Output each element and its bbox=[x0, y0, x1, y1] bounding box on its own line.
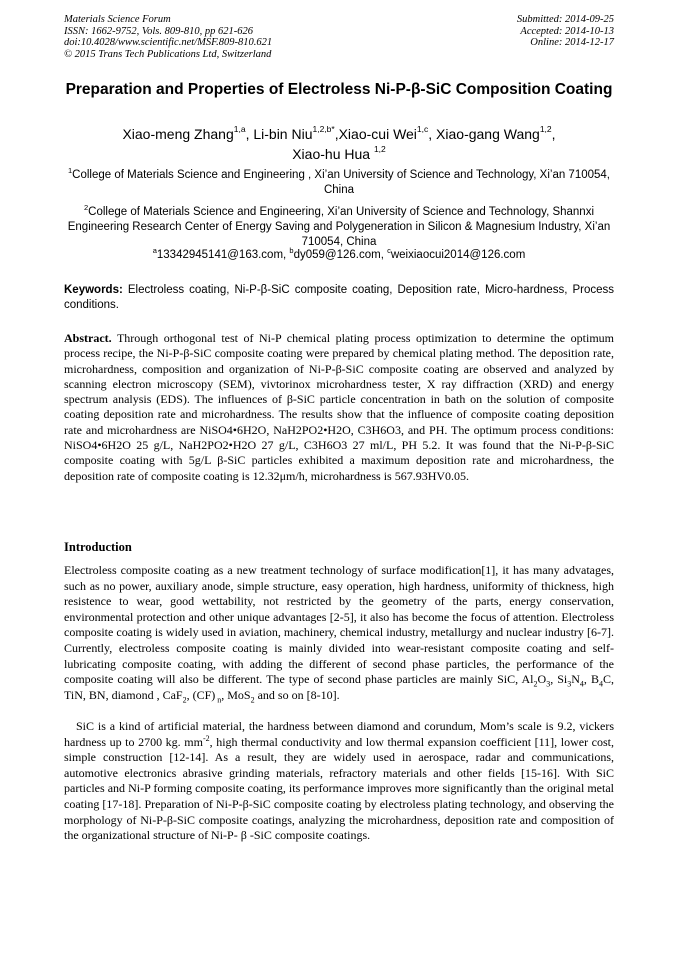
author-list bbox=[64, 124, 614, 164]
email-link[interactable]: dy059@126.com, bbox=[293, 249, 388, 261]
journal-name: Materials Science Forum bbox=[64, 14, 171, 25]
author-affiliation-mark: 1,a bbox=[233, 124, 246, 135]
abstract-label: Abstract. bbox=[64, 331, 112, 345]
paragraph-text: N bbox=[571, 672, 580, 687]
author-name: Xiao-meng Zhang bbox=[122, 126, 234, 142]
affiliation-text: College of Materials Science and Engineering, Xi’an University of Science and Technology, Shannxi Engineering Research Center of Energy Saving and Polygeneration in Silicon & Magnesium Industry, Xi’an 710054, China bbox=[67, 206, 611, 248]
online-date: Online: 2014-12-17 bbox=[530, 37, 614, 48]
subscript: 4 bbox=[598, 679, 603, 689]
subscript: 2 bbox=[182, 695, 187, 705]
date-info bbox=[517, 14, 614, 49]
email-mark: a bbox=[152, 246, 157, 256]
subscript: 3 bbox=[567, 679, 572, 689]
superscript: -2 bbox=[202, 733, 210, 743]
accepted-date: Accepted: 2014-10-13 bbox=[520, 25, 614, 37]
introduction-paragraph-2 bbox=[64, 719, 614, 844]
author-affiliation-mark: 1,c bbox=[416, 124, 429, 135]
affiliation-mark: 1 bbox=[67, 166, 73, 176]
doi-line: doi:10.4028/www.scientific.net/MSF.809-810.621 bbox=[64, 37, 273, 48]
affiliation-mark: 2 bbox=[83, 203, 89, 213]
email-mark: c bbox=[387, 246, 391, 256]
affiliation-1 bbox=[64, 168, 614, 198]
issn-line: ISSN: 1662-9752, Vols. 809-810, pp 621-626 bbox=[64, 25, 253, 37]
paragraph-text: SiC is a kind of artificial material, the hardness between diamond and corundum, Mom’s scale is 9.2, vickers hardness up to 2700 kg. mm bbox=[64, 719, 614, 749]
keywords-label: Keywords: bbox=[64, 284, 123, 296]
author-affiliation-mark: 1,2 bbox=[539, 124, 552, 135]
subscript: 2 bbox=[250, 695, 255, 705]
keywords-section bbox=[64, 283, 614, 313]
copyright-line: © 2015 Trans Tech Publications Ltd, Switzerland bbox=[64, 48, 272, 60]
abstract-section bbox=[64, 331, 614, 484]
submitted-date: Submitted: 2014-09-25 bbox=[516, 14, 614, 25]
paragraph-text: , high thermal conductivity and low thermal expansion coefficient [11], lower cost, simple construction [12-14]. As a result, they are widely used in aerospace, radar and communications, automotive electronics abrasive grinding materials, refractory materials and other fields [15-16]. With SiC particles and Ni-P forming composite coating, its performance improves more significantly than the original metal coating [17-18]. Preparation of Ni-P-β-SiC composite coating by electroless plating technology, and observing the morphology of Ni-P-β-SiC composite coatings, analyzing the microhardness, deposition rate and composition of the organizational structure of Ni-P- β -SiC composite coatings. bbox=[64, 734, 614, 843]
author-name: Xiao-gang Wang bbox=[436, 126, 540, 142]
paper-title: Preparation and Properties of Electroless Ni-P-β-SiC Composition Coating bbox=[65, 81, 613, 98]
paragraph-text: , Si bbox=[550, 672, 568, 687]
author-name: Xiao-hu Hua bbox=[292, 146, 374, 162]
author-affiliation-mark: 1,2 bbox=[373, 144, 386, 155]
author-separator: , bbox=[551, 126, 556, 142]
subscript: 3 bbox=[546, 679, 551, 689]
paragraph-text: , MoS bbox=[221, 687, 251, 702]
paragraph-text: O bbox=[537, 672, 547, 687]
author-name: Xiao-cui Wei bbox=[338, 126, 417, 142]
email-link[interactable]: weixiaocui2014@126.com bbox=[390, 249, 526, 261]
affiliation-2 bbox=[64, 205, 614, 250]
subscript: n bbox=[215, 695, 222, 705]
paragraph-text: , B bbox=[583, 672, 599, 687]
paragraph-text: , (CF) bbox=[186, 687, 216, 702]
author-name: Li-bin Niu bbox=[253, 126, 313, 142]
journal-info bbox=[64, 14, 272, 60]
affiliation-text: College of Materials Science and Engineering , Xi’an University of Science and Technology, Xi’an 710054, China bbox=[72, 169, 611, 196]
author-separator: , bbox=[334, 126, 339, 142]
email-mark: b bbox=[289, 246, 294, 256]
author-affiliation-mark: 1,2,b* bbox=[312, 124, 335, 135]
author-separator: , bbox=[428, 126, 437, 142]
keywords-text: Electroless coating, Ni-P-β-SiC composite coating, Deposition rate, Micro-hardness, Process conditions. bbox=[64, 284, 614, 311]
paragraph-text: and so on [8-10]. bbox=[254, 687, 340, 702]
paragraph-text: Electroless composite coating as a new treatment technology of surface modification[1], it has many advatages, such as no power, auxiliary anode, simple structure, easy operation, high hardness, uniformity of thickness, high resistence to wear, good wettability, not restricted by the geometry of the parts, energy conservation, environmental protection and other unique advantages [2-5], it also has become the focus of attention. Electroless composite coating is widely used in aviation, machinery, chemical industry, metallurgy and nuclear industry [6-7]. Currently, electroless composite coating is mainly divided into wear-resistant composite coating and self-lubricating composite coating, with adding the different of second phase particles, the performance of the composite coating will also be different. The type of second phase particles are mainly SiC, Al bbox=[64, 563, 614, 687]
introduction-paragraph-1 bbox=[64, 563, 614, 703]
author-separator: , bbox=[245, 126, 254, 142]
subscript: 2 bbox=[533, 679, 538, 689]
abstract-text: Through orthogonal test of Ni-P chemical plating process optimization to determine the optimum process recipe, the Ni-P-β-SiC composite coating were prepared by chemical plating method. The deposition rate, microhardness, composition and organization of Ni-P-β-SiC composite coating are observed and analyzed by scanning electron microscopy (SEM), vivtorinox microhardness tester, X ray diffraction (XRD) and energy spectrum analysis (EDS). The influences of β-SiC particle concentration in bath on the solution of composite coating deposition rate and microhardness. The results show that the influence of composite coating deposition rate and microhardness are NiSO4•6H2O, NaH2PO2•H2O, C3H6O3, and PH. The optimum process conditions: NiSO4•6H2O 25 g/L, NaH2PO2•H2O 27 g/L, C3H6O3 27 ml/L, PH 5.2. It was found that the Ni-P-β-SiC composite coating with 5g/L β-SiC particles exhibited a maximum deposition rate and microhardness, the deposition rate of composite coating is 12.32μm/h, microhardness is 567.93HV0.05. bbox=[64, 331, 614, 483]
subscript: 4 bbox=[579, 679, 584, 689]
author-emails bbox=[64, 248, 614, 263]
introduction-heading: Introduction bbox=[64, 540, 132, 554]
paragraph-text: C, TiN, BN, diamond , CaF bbox=[64, 672, 614, 702]
email-link[interactable]: 13342945141@163.com, bbox=[156, 249, 290, 261]
